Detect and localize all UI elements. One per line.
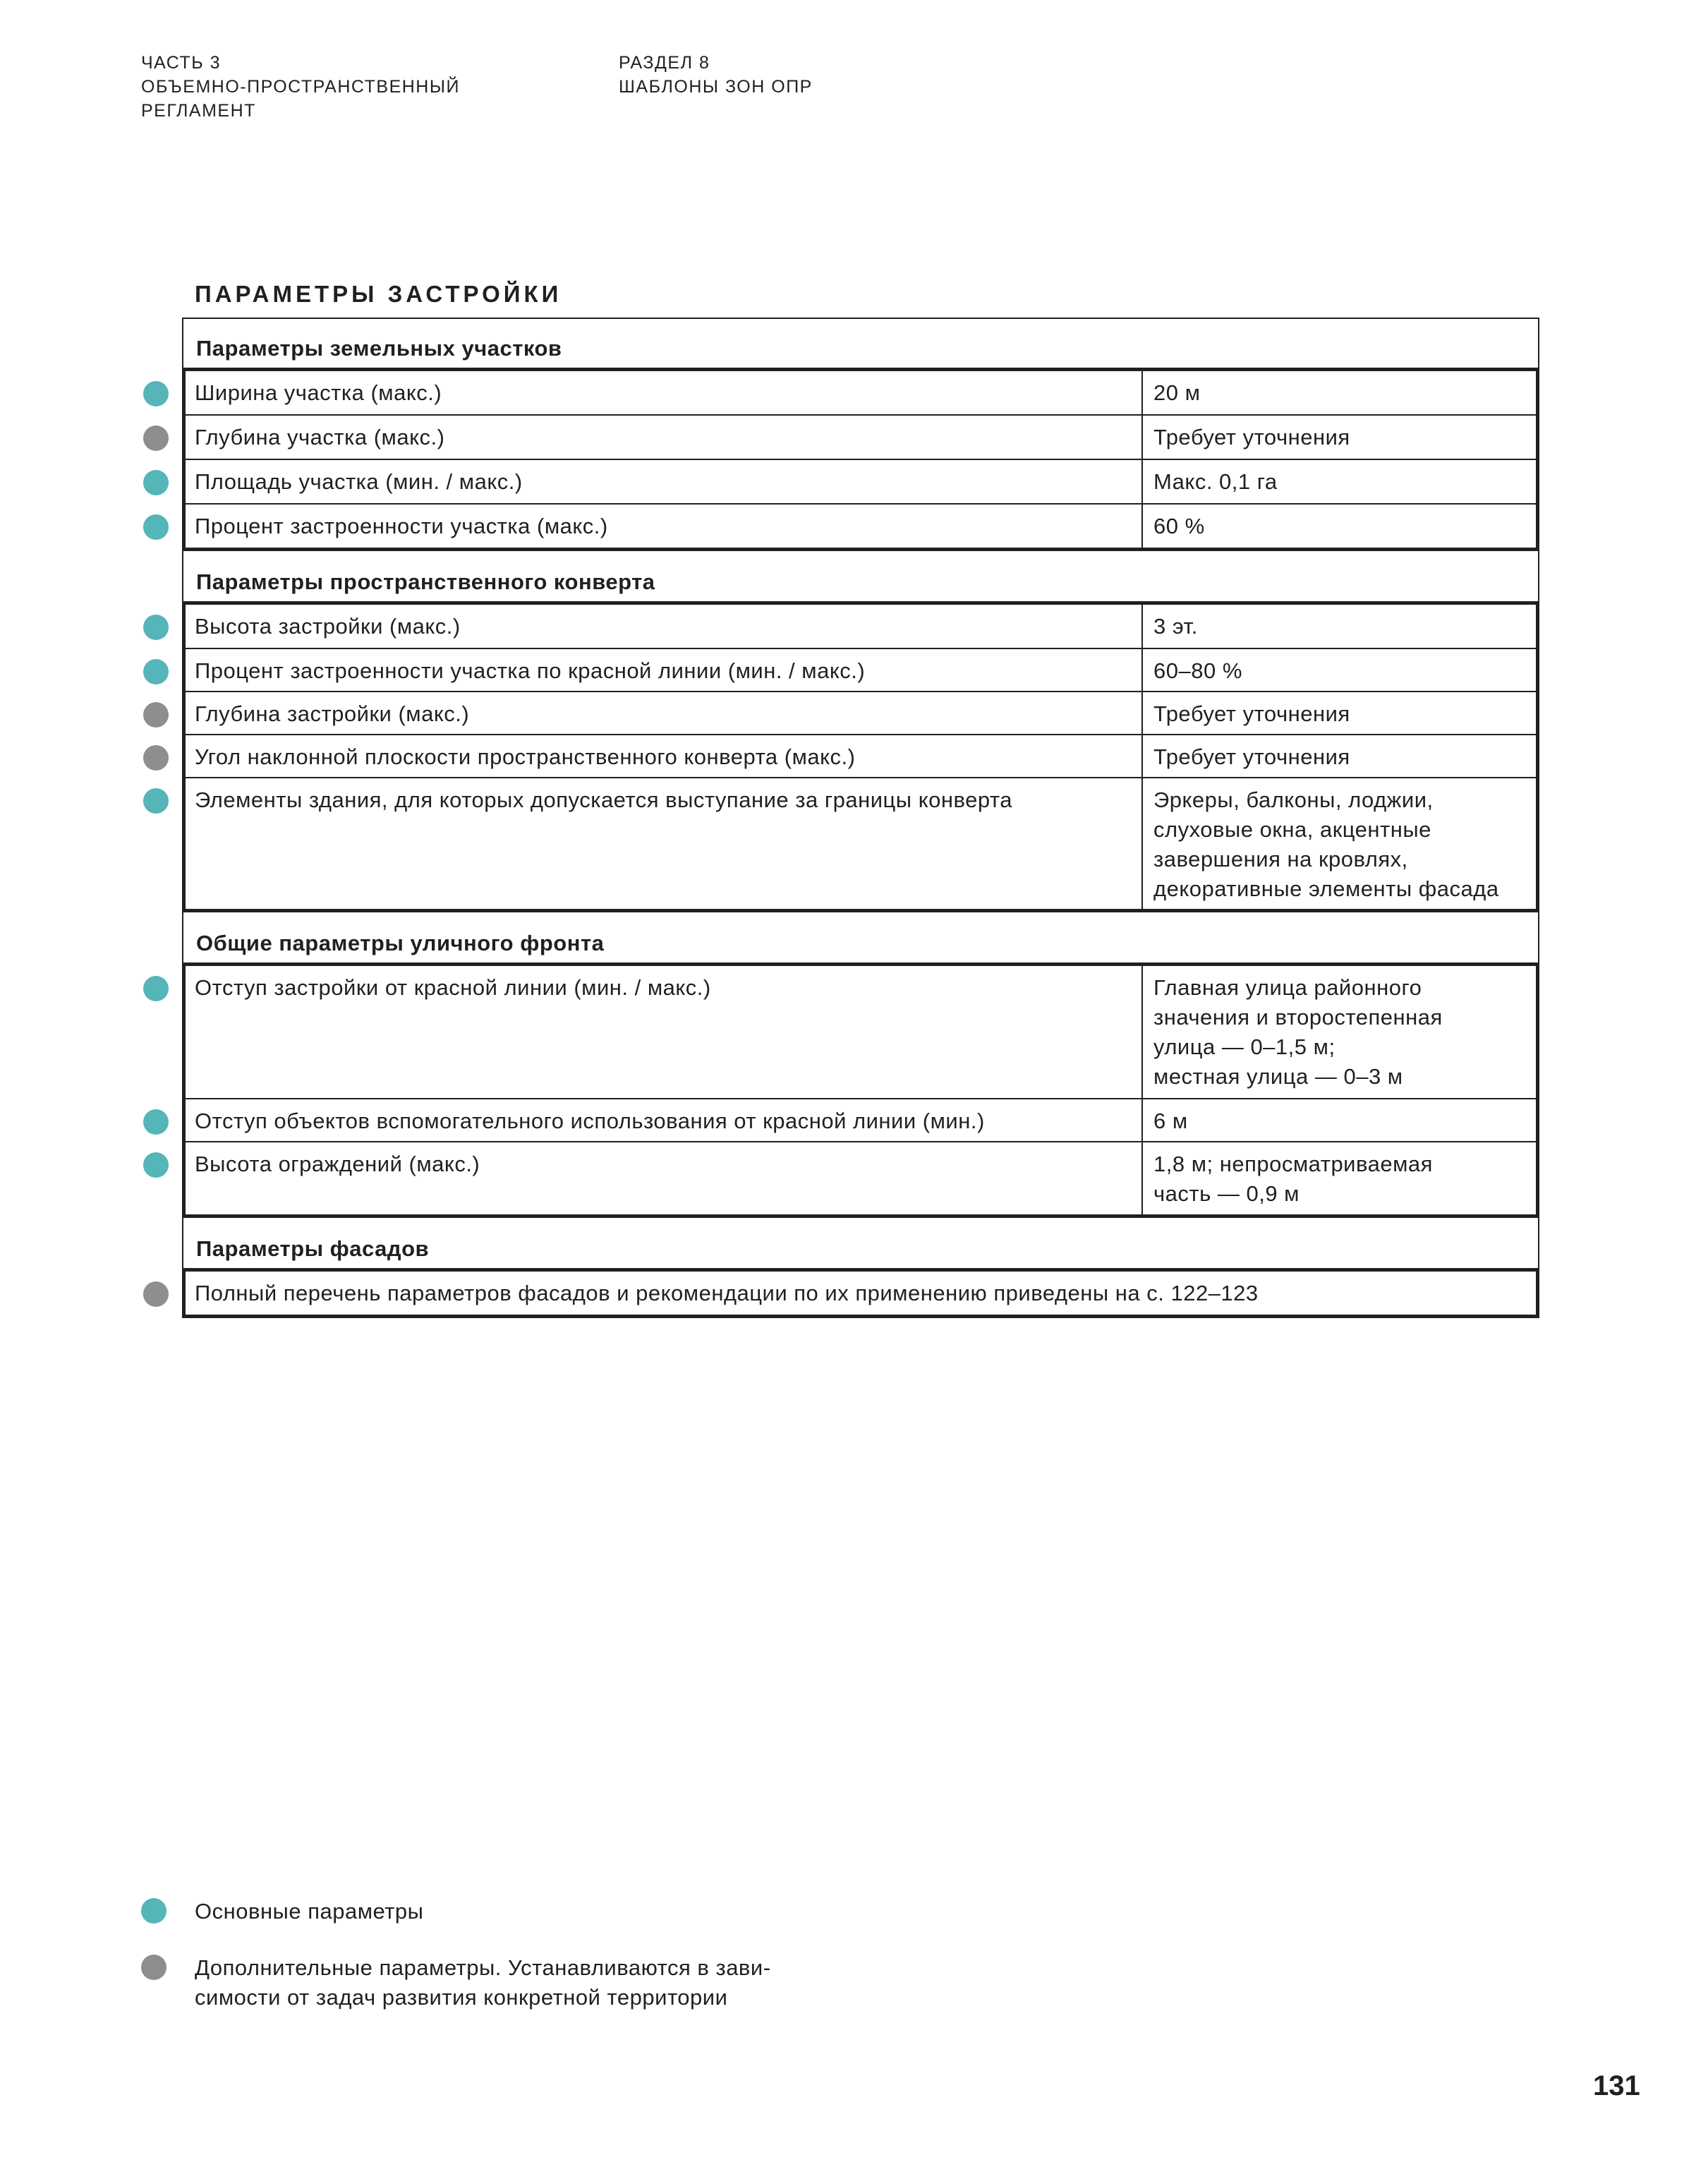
parameter-value-line: Требует уточнения	[1153, 425, 1350, 449]
parameter-name: Ширина участка (макс.)	[186, 371, 1143, 414]
group-header	[182, 551, 1539, 601]
extra-parameter-marker-icon	[143, 702, 169, 728]
parameter-value-line: Макс. 0,1 га	[1153, 469, 1278, 494]
group-title: Общие параметры уличного фронта	[196, 931, 605, 955]
parameter-name: Угол наклонной плоскости пространственного конверта (макс.)	[186, 735, 1143, 777]
parameter-name: Отступ объектов вспомогательного использования от красной линии (мин.)	[186, 1099, 1143, 1141]
table-row	[186, 459, 1536, 503]
parameter-name: Отступ застройки от красной линии (мин. / макс.)	[186, 966, 1143, 1098]
table-row	[186, 648, 1536, 691]
table-row	[186, 966, 1536, 1098]
main-parameter-marker-icon	[143, 514, 169, 540]
legend-text-line: симости от задач развития конкретной территории	[195, 1985, 728, 2010]
parameter-name: Элементы здания, для которых допускается выступание за границы конверта	[186, 778, 1143, 909]
group-body	[182, 1268, 1539, 1318]
main-parameter-marker-icon	[143, 1152, 169, 1178]
extra-parameter-marker-icon	[143, 745, 169, 771]
parameter-value-line: 6 м	[1153, 1109, 1188, 1133]
table-row	[186, 1098, 1536, 1141]
header-part-line: РЕГЛАМЕНТ	[141, 101, 256, 121]
header-section-line: РАЗДЕЛ 8	[619, 53, 710, 73]
parameters-table	[182, 318, 1539, 1318]
parameter-name: Площадь участка (мин. / макс.)	[186, 460, 1143, 503]
header-section-line: ШАБЛОНЫ ЗОН ОПР	[619, 77, 813, 97]
parameter-value	[1143, 371, 1536, 414]
table-row	[186, 1272, 1536, 1315]
main-parameter-marker-icon	[143, 381, 169, 406]
main-parameter-marker-icon	[141, 1898, 166, 1924]
group-body	[182, 601, 1539, 912]
extra-parameter-marker-icon	[141, 1955, 166, 1980]
parameter-value-line: декоративные элементы фасада	[1153, 876, 1499, 901]
parameter-name: Глубина застройки (макс.)	[186, 692, 1143, 734]
legend-text-line: Основные параметры	[195, 1899, 424, 1924]
parameter-value-line: завершения на кровлях,	[1153, 847, 1408, 871]
group-header	[182, 912, 1539, 962]
header-part-line: ОБЪЕМНО-ПРОСТРАНСТВЕННЫЙ	[141, 77, 460, 97]
main-parameter-marker-icon	[143, 659, 169, 684]
extra-parameter-marker-icon	[143, 1281, 169, 1307]
parameter-value	[1143, 1142, 1536, 1214]
section-title: ПАРАМЕТРЫ ЗАСТРОЙКИ	[195, 281, 562, 307]
parameter-name: Высота ограждений (макс.)	[186, 1142, 1143, 1214]
main-parameter-marker-icon	[143, 615, 169, 640]
parameter-value	[1143, 692, 1536, 734]
table-row	[186, 691, 1536, 734]
parameter-value-line: 60–80 %	[1153, 658, 1242, 683]
parameter-value	[1143, 505, 1536, 548]
parameter-value	[1143, 605, 1536, 648]
legend	[141, 1897, 771, 2012]
group-title: Параметры фасадов	[196, 1236, 430, 1261]
parameter-name: Процент застроенности участка (макс.)	[186, 505, 1143, 548]
parameter-value	[1143, 649, 1536, 691]
legend-item	[141, 1897, 771, 1926]
parameter-value-line: Требует уточнения	[1153, 744, 1350, 769]
table-row	[186, 605, 1536, 648]
main-parameter-marker-icon	[143, 1109, 169, 1135]
parameter-value-line: Эркеры, балконы, лоджии,	[1153, 787, 1434, 812]
main-parameter-marker-icon	[143, 976, 169, 1001]
parameter-value-line: 3 эт.	[1153, 614, 1198, 639]
group-body	[182, 962, 1539, 1218]
parameter-name: Высота застройки (макс.)	[186, 605, 1143, 648]
group-header	[182, 318, 1539, 368]
parameter-value-line: Главная улица районного	[1153, 975, 1422, 1000]
table-row	[186, 371, 1536, 414]
parameter-value	[1143, 1099, 1536, 1141]
parameter-value-line: значения и второстепенная	[1153, 1005, 1443, 1030]
group-body	[182, 368, 1539, 551]
table-row	[186, 734, 1536, 777]
parameter-value-line: слуховые окна, акцентные	[1153, 817, 1431, 842]
main-parameter-marker-icon	[143, 788, 169, 814]
parameter-name: Полный перечень параметров фасадов и рекомендации по их применению приведены на с. 122–123	[195, 1281, 1259, 1305]
main-parameter-marker-icon	[143, 470, 169, 495]
table-row	[186, 414, 1536, 459]
parameter-value-line: местная улица — 0–3 м	[1153, 1064, 1403, 1089]
group-title: Параметры пространственного конверта	[196, 569, 655, 594]
header-section	[619, 51, 813, 99]
parameter-value-line: 1,8 м; непросматриваемая	[1153, 1152, 1433, 1176]
parameter-value-line: 60 %	[1153, 514, 1205, 538]
parameter-value	[1143, 966, 1536, 1098]
parameter-name: Глубина участка (макс.)	[186, 416, 1143, 459]
legend-item	[141, 1953, 771, 2012]
header-part-line: ЧАСТЬ 3	[141, 53, 222, 73]
parameter-name: Процент застроенности участка по красной линии (мин. / макс.)	[186, 649, 1143, 691]
parameter-value	[1143, 778, 1536, 909]
parameter-value	[1143, 735, 1536, 777]
parameter-value	[1143, 416, 1536, 459]
parameter-value-line: часть — 0,9 м	[1153, 1181, 1300, 1206]
table-row	[186, 777, 1536, 909]
legend-text-line: Дополнительные параметры. Устанавливаются в зави-	[195, 1955, 771, 1980]
page-number: 131	[1593, 2070, 1640, 2101]
table-row	[186, 1141, 1536, 1214]
table-row	[186, 503, 1536, 548]
group-header	[182, 1218, 1539, 1268]
parameter-value-line: улица — 0–1,5 м;	[1153, 1034, 1335, 1059]
parameter-value	[1143, 460, 1536, 503]
header-part	[141, 51, 460, 123]
parameter-value-line: 20 м	[1153, 380, 1201, 405]
extra-parameter-marker-icon	[143, 425, 169, 451]
group-title: Параметры земельных участков	[196, 336, 562, 361]
parameter-value-line: Требует уточнения	[1153, 701, 1350, 726]
